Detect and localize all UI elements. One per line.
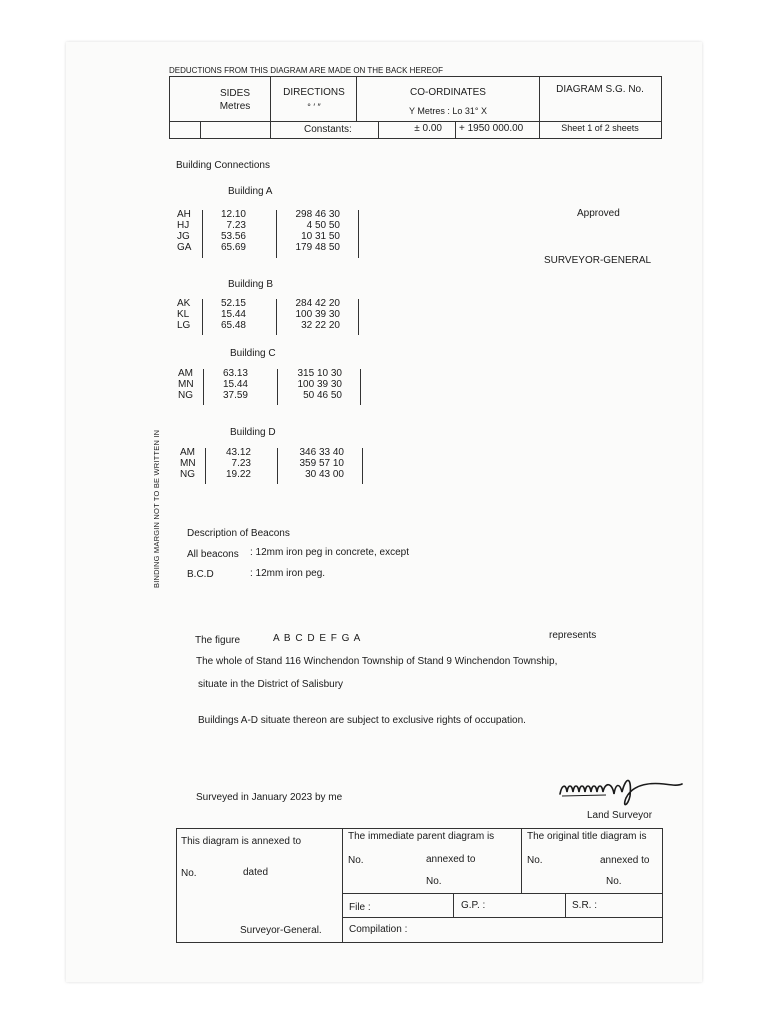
original-diagram-title: The original title diagram is [527,831,647,842]
y-constant: ± 0.00 [414,123,442,134]
header-divider [169,121,662,122]
figure-description-line1: The whole of Stand 116 Winchendon Township of Stand 9 Winchendon Township, [196,656,558,667]
sides-unit: Metres [219,101,251,112]
building-a-directions: 298 46 30 4 50 50 10 31 50 179 48 50 [295,209,340,253]
figure-description-line3: Buildings A-D situate thereon are subject to exclusive rights of occupation. [198,715,526,726]
building-connections-title: Building Connections [176,160,270,171]
parent-annexed-no: No. [426,876,442,887]
gp-field: G.P. : [461,900,486,911]
file-field: File : [349,902,371,913]
figure-description-line2: situate in the District of Salisbury [198,679,344,690]
building-d-lines: AM MN NG [180,447,196,480]
annexed-no: No. [181,868,197,879]
building-c-sides: 63.13 15.44 37.59 [222,368,248,401]
coordinates-label: CO-ORDINATES [410,87,486,98]
building-b-title: Building B [228,279,274,290]
figure-letters: A B C D E F G A [273,633,362,644]
approved-label: Approved [577,208,620,219]
sheet-count: Sheet 1 of 2 sheets [561,123,639,133]
deductions-note: DEDUCTIONS FROM THIS DIAGRAM ARE MADE ON THE BACK HEREOF [169,66,443,75]
building-c-lines: AM MN NG [178,368,194,401]
diagram-sg-no: DIAGRAM S.G. No. [556,84,644,95]
surveyor-signature [556,772,686,812]
represents-label: represents [549,630,597,641]
building-a-sides: 12.10 7.23 53.56 65.69 [220,209,246,253]
building-b-directions: 284 42 20 100 39 30 32 22 20 [295,298,340,331]
surveyed-statement: Surveyed in January 2023 by me [196,792,343,803]
building-d-sides: 43.12 7.23 19.22 [225,447,251,480]
annexed-dated: dated [243,867,269,878]
figure-label: The figure [195,635,241,646]
original-annexed-no: No. [606,876,622,887]
building-a-title: Building A [228,186,273,197]
beacons-row1-label: All beacons [187,549,239,560]
beacons-title: Description of Beacons [187,528,290,539]
parent-annexed-to: annexed to [426,854,476,865]
compilation-field: Compilation : [349,924,408,935]
original-annexed-to: annexed to [600,855,650,866]
building-b-lines: AK KL LG [177,298,191,331]
beacons-row2-value: : 12mm iron peg. [250,568,326,579]
building-c-directions: 315 10 30 100 39 30 50 46 50 [297,368,342,401]
surveyor-general-label: SURVEYOR-GENERAL [544,255,652,266]
surveyor-general-signoff: Surveyor-General. [240,925,322,936]
x-constant: + 1950 000.00 [459,123,524,134]
original-diagram-no: No. [527,855,543,866]
building-d-title: Building D [230,427,276,438]
directions-label: DIRECTIONS [283,87,345,98]
building-d-directions: 346 33 40 359 57 10 30 43 00 [299,447,344,480]
directions-unit: ° ′ ″ [307,102,321,112]
sr-field: S.R. : [572,900,598,911]
beacons-row2-label: B.C.D [187,569,214,580]
building-b-sides: 52.15 15.44 65.48 [220,298,246,331]
parent-diagram-title: The immediate parent diagram is [348,831,495,842]
coordinates-sub: Y Metres : Lo 31° X [409,106,487,116]
land-surveyor-label: Land Surveyor [587,810,653,821]
constants-label: Constants: [304,124,352,135]
annexed-to-label: This diagram is annexed to [181,836,302,847]
building-c-title: Building C [230,348,276,359]
parent-diagram-no: No. [348,855,364,866]
beacons-row1-value: : 12mm iron peg in concrete, except [250,547,409,558]
sides-label: SIDES [219,88,250,99]
binding-margin-note: BINDING MARGIN NOT TO BE WRITTEN IN [152,429,161,588]
building-a-lines: AH HJ JG GA [177,209,192,253]
